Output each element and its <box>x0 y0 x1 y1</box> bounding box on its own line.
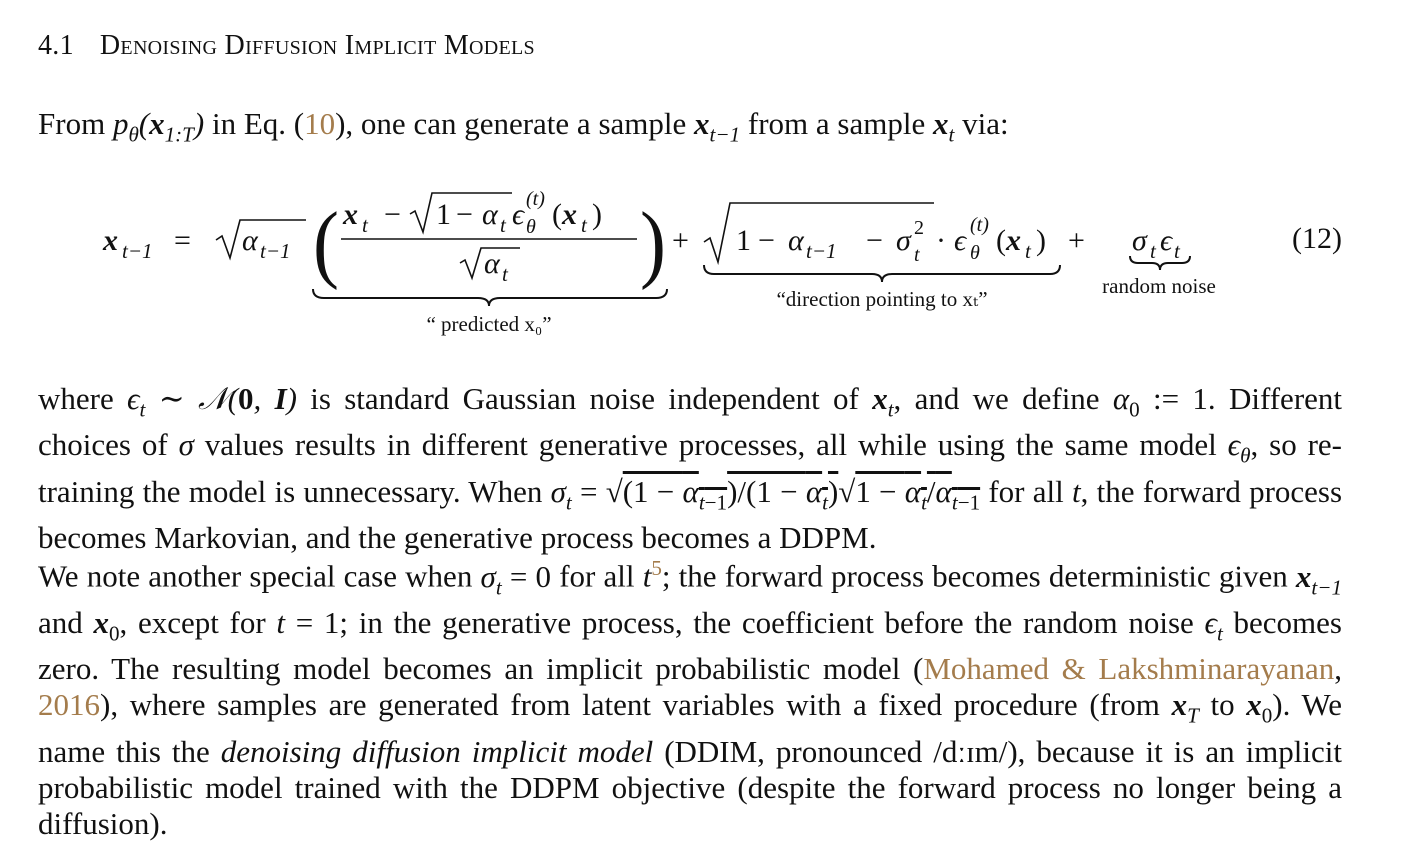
svg-text:α: α <box>484 247 500 280</box>
svg-text:−: − <box>866 224 883 257</box>
svg-text:x: x <box>103 224 118 257</box>
noise-term <box>1132 224 1181 263</box>
math-eps-theta: $\epsilon_\theta$ <box>1227 427 1251 468</box>
svg-text:1: 1 <box>736 224 751 257</box>
math-x-t: $x_t$ <box>872 381 894 422</box>
label-direction: “direction pointing to xₜ” <box>776 287 988 311</box>
math-alpha0: $\alpha_0$ := 1 <box>1112 381 1208 422</box>
underbrace-direction <box>704 265 1060 282</box>
direction-term <box>704 203 1085 266</box>
plus-sign: + <box>672 224 689 257</box>
svg-text:t−1: t−1 <box>122 239 153 263</box>
svg-text:=: = <box>174 224 191 257</box>
svg-text:(: ( <box>996 224 1006 257</box>
pronunciation: /dːɪm/ <box>933 733 1008 769</box>
math-eps-t: $\epsilon_t$ <box>1204 604 1223 646</box>
fraction-numerator <box>342 188 602 238</box>
math-sigma-zero: $\sigma_t = 0$ <box>480 558 552 599</box>
underbrace-predicted <box>313 289 667 306</box>
svg-text:σ: σ <box>1132 224 1147 257</box>
svg-text:σ: σ <box>896 224 911 257</box>
svg-text:t: t <box>362 213 368 237</box>
svg-text:α: α <box>242 224 258 257</box>
svg-text:x: x <box>562 198 577 231</box>
math-eps-dist: $\epsilon_t$ ∼ 𝒩(0, I) <box>127 381 297 422</box>
section-title: Denoising Diffusion Implicit Models <box>99 30 535 61</box>
citation-year-link[interactable]: 2016 <box>38 687 100 723</box>
svg-text:t: t <box>1025 239 1031 263</box>
math-x-t: $x_t$ <box>932 106 955 147</box>
svg-text:t: t <box>1150 239 1156 263</box>
svg-text:t: t <box>500 213 506 237</box>
equation-lhs <box>102 224 191 263</box>
svg-text:x: x <box>1006 224 1021 257</box>
footnote-marker[interactable]: 5 <box>651 556 662 580</box>
svg-text:2: 2 <box>914 217 924 239</box>
note-paragraph: We note another special case when $\sigma_t = 0$ for all t$^5$; the forward process becomes deterministic given $x_{t-1}$ and $x_0$, except for t = 1; in the generative process, the coefficient before the random noise $\epsilon_t$ becomes zero. The resulting model becomes an implicit probabilistic model (Mohamed & Lakshminarayanan, 2016), where samples are generated from latent variables with a fixed procedure (from $x_T$ to $x_0$). We name this the denoising diffusion implicit model (DDIM, pronounced /dːɪm/), because it is an implicit probabilistic model trained with the DDPM objective (despite the forward process no longer being a diffusion). <box>38 556 1343 841</box>
svg-text:t: t <box>581 213 587 237</box>
svg-text:1: 1 <box>436 198 451 231</box>
svg-text:x: x <box>343 198 358 231</box>
where-paragraph: where $\epsilon_t$ ∼ 𝒩(0, I) is standard Gaussian noise independent of $x_t$, and we define $\alpha_0$ := 1. Different choices of σ values results in different generative processes, all while using the same model $\epsilon_\theta$, so re-training the model is unnecessary. When $\sigma_t = √(1 - \alpha_{t-1})/(1 - \alpha_t)√1 - \alpha_t/\alpha_{t-1}$ for all t, the forward process becomes Markovian, and the generative process becomes a DDPM. <box>38 381 1343 556</box>
fraction-denominator <box>460 247 520 286</box>
equation-reference-link[interactable]: 10 <box>304 106 336 141</box>
svg-text:ϵ: ϵ <box>954 224 967 257</box>
svg-text:−: − <box>758 224 775 257</box>
svg-text:t−1: t−1 <box>806 239 837 263</box>
svg-text:): ) <box>1036 224 1046 257</box>
svg-text:(t): (t) <box>526 188 545 210</box>
svg-text:−: − <box>384 198 401 231</box>
math-x-t-minus-1: $x_{t-1}$ <box>1295 558 1343 599</box>
svg-text:(t): (t) <box>970 214 989 236</box>
equation-number: (12) <box>1292 222 1342 255</box>
equation-12 <box>0 180 1406 345</box>
section-number: 4.1 <box>38 30 74 61</box>
math-x-t-minus-1: $x_{t-1}$ <box>694 106 741 147</box>
math-x-0: $x_0$ <box>1246 687 1273 728</box>
sqrt-alpha-t-minus-1 <box>216 220 306 263</box>
math-p-theta: $p_\theta(x_{1:T})$ <box>112 106 205 147</box>
svg-text:+: + <box>1068 224 1085 257</box>
svg-text:·: · <box>936 224 946 257</box>
svg-text:α: α <box>482 198 498 231</box>
svg-text:θ: θ <box>970 242 980 264</box>
left-paren: ( <box>313 193 339 291</box>
svg-text:t: t <box>502 262 508 286</box>
citation-authors-link[interactable]: Mohamed & Lakshminarayanan <box>923 651 1335 687</box>
label-predicted-x0: “ predicted x₀” <box>426 312 552 336</box>
svg-text:ϵ: ϵ <box>512 198 525 231</box>
math-x-T: $x_T$ <box>1171 687 1199 728</box>
right-paren: ) <box>640 193 666 291</box>
ddim-term: denoising diffusion implicit model <box>220 733 654 769</box>
underbrace-noise <box>1130 256 1190 270</box>
math-t-equals-1: t = 1 <box>276 604 340 640</box>
svg-text:θ: θ <box>526 216 536 238</box>
section-heading <box>38 30 535 62</box>
svg-text:ϵ: ϵ <box>1160 224 1173 257</box>
svg-text:t: t <box>1174 239 1180 263</box>
svg-text:(: ( <box>552 198 562 231</box>
math-x-0: $x_0$ <box>93 604 120 646</box>
svg-text:t: t <box>914 244 920 266</box>
math-sigma-ddpm: $\sigma_t = √(1 - \alpha_{t-1})/(1 - \alpha_t)√1 - \alpha_t/\alpha_{t-1}$ <box>550 473 981 515</box>
svg-text:t−1: t−1 <box>260 239 291 263</box>
svg-text:): ) <box>592 198 602 231</box>
math-sigma: σ <box>178 427 194 463</box>
math-t: t <box>1071 473 1081 509</box>
svg-text:α: α <box>788 224 804 257</box>
svg-text:−: − <box>456 198 473 231</box>
math-t: t <box>642 558 652 594</box>
intro-paragraph: From $p_\theta(x_{1:T})$ in Eq. (10), one can generate a sample $x_{t-1}$ from a sample $x_t$ via: <box>38 106 1009 147</box>
label-random-noise: random noise <box>1102 274 1216 298</box>
